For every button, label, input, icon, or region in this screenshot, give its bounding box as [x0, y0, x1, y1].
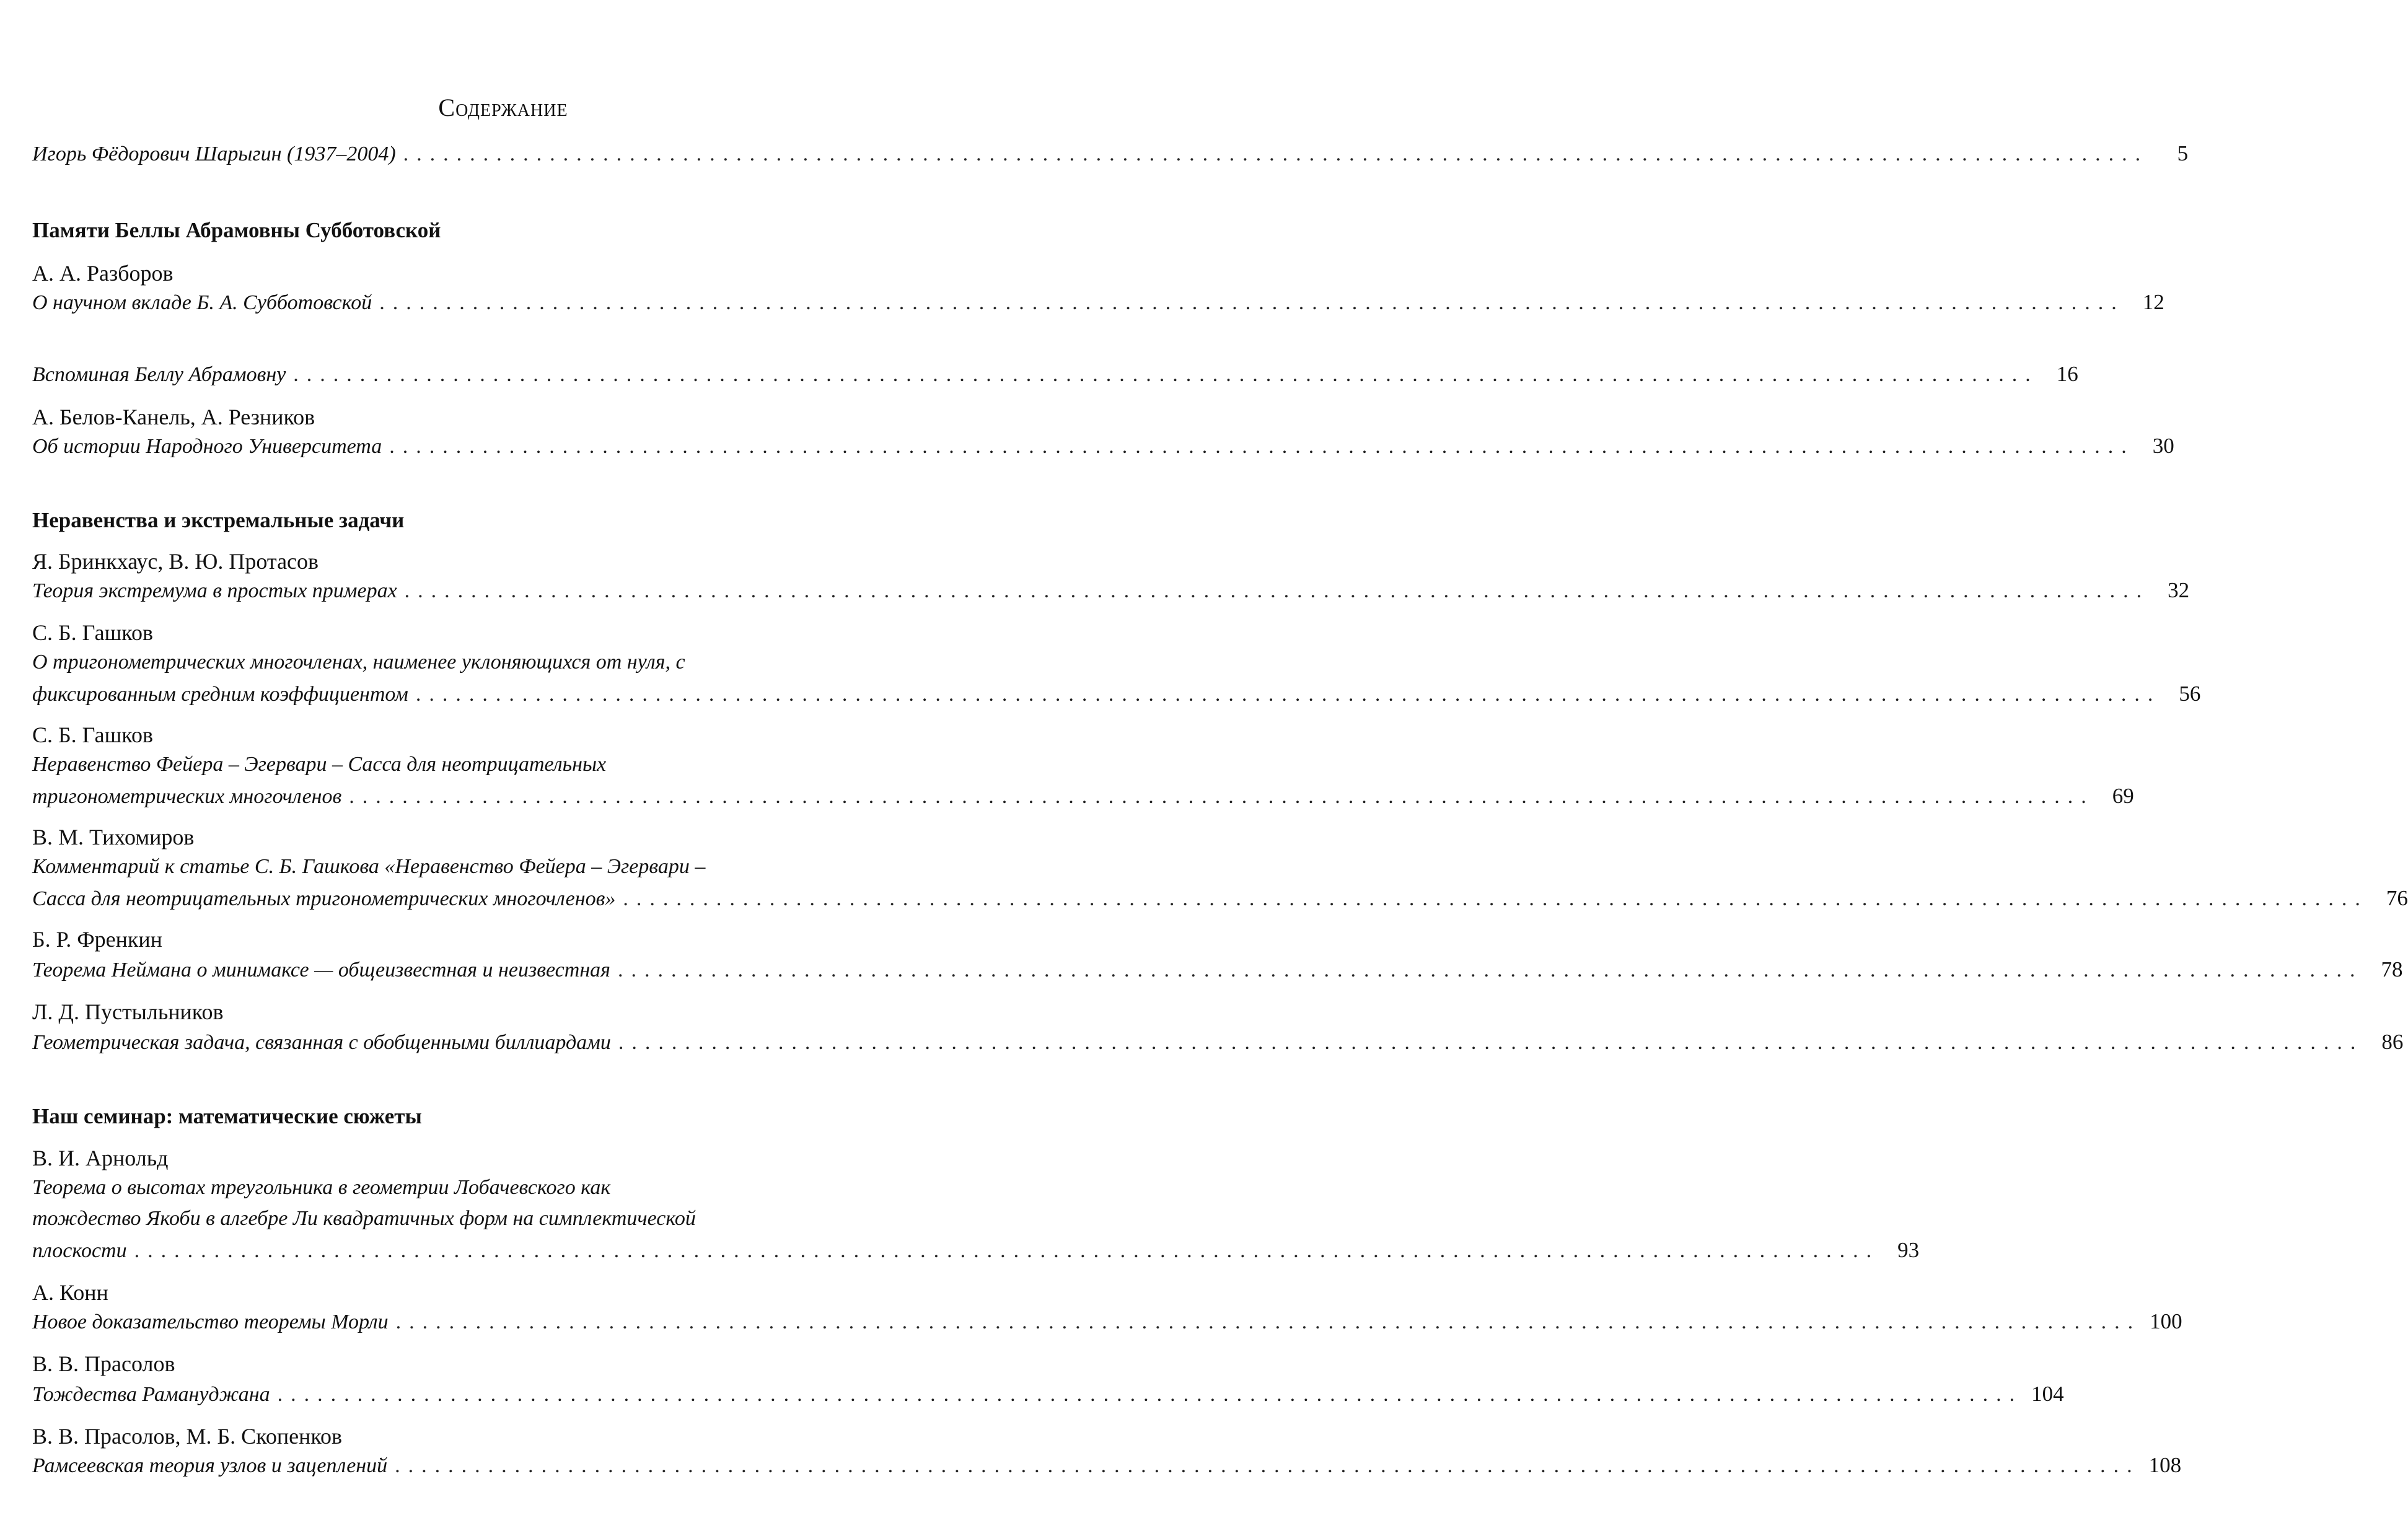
entry-title-line: тождество Якоби в алгебре Ли квадратичных форм на симплектической: [32, 1207, 696, 1230]
entry-title-line: Неравенство Фейера – Эгервари – Сасса для неотрицательных: [32, 753, 607, 776]
dot-leader: ...................................................................................................................................: [379, 291, 2125, 314]
page-number: 78: [2381, 957, 2403, 981]
toc-entry[interactable]: [32, 957, 2403, 982]
toc-entry-intro[interactable]: [32, 141, 2189, 166]
dot-leader: ...................................................................................................................................: [389, 435, 2135, 458]
section-title: Неравенства и экстремальные задачи: [32, 508, 405, 532]
entry-title: О научном вкладе Б. А. Субботовской: [32, 291, 372, 314]
toc-entry[interactable]: [32, 886, 2408, 911]
entry-title-line: О тригонометрических многочленах, наименее уклоняющихся от нуля, с: [32, 651, 685, 674]
entry-author: А. Белов-Канель, А. Резников: [32, 405, 315, 429]
page-number: 30: [2152, 434, 2174, 458]
contents-heading: Содержание: [438, 94, 568, 121]
page-number: 104: [2031, 1382, 2064, 1406]
toc-entry[interactable]: [32, 682, 2201, 706]
page-number: 12: [2142, 290, 2164, 314]
entry-title: тригонометрических многочленов: [32, 785, 342, 808]
dot-leader: ...................................................................................................................................: [277, 1383, 2023, 1406]
entry-author: В. И. Арнольд: [32, 1146, 169, 1170]
entry-title-line: Комментарий к статье С. Б. Гашкова «Неравенство Фейера – Эгервари –: [32, 855, 706, 878]
toc-entry[interactable]: [32, 362, 2078, 387]
entry-author: Я. Бринкхаус, В. Ю. Протасов: [32, 549, 319, 574]
entry-title: фиксированным средним коэффициентом: [32, 683, 408, 706]
dot-leader: ...................................................................................................................................: [395, 1310, 2142, 1333]
page-number: 93: [1897, 1238, 1920, 1262]
entry-author: С. Б. Гашков: [32, 722, 153, 747]
entry-title-line: Теорема о высотах треугольника в геометрии Лобачевского как: [32, 1176, 611, 1199]
dot-leader: ...................................................................................................................................: [404, 579, 2150, 602]
entry-title: Тождества Рамануджана: [32, 1383, 270, 1406]
toc-page: [32, 0, 2408, 1523]
entry-author: Л. Д. Пустыльников: [32, 999, 224, 1024]
toc-entry[interactable]: [32, 1238, 1920, 1263]
entry-author: А. А. Разборов: [32, 261, 174, 286]
toc-entry[interactable]: [32, 1382, 2064, 1407]
dot-leader: ...................................................................................................................................: [134, 1239, 1880, 1262]
toc-entry[interactable]: [32, 1453, 2182, 1478]
page-number: 32: [2168, 578, 2190, 602]
page-number: 86: [2381, 1030, 2404, 1054]
toc-entry[interactable]: [32, 578, 2190, 603]
page-number: 69: [2112, 784, 2134, 808]
toc-entry[interactable]: [32, 1309, 2182, 1334]
entry-title: Геометрическая задача, связанная с обобщенными биллиардами: [32, 1031, 611, 1054]
toc-entry[interactable]: [32, 434, 2174, 459]
page-number: 16: [2056, 362, 2078, 386]
entry-title: Теория экстремума в простых примерах: [32, 579, 397, 602]
entry-author: С. Б. Гашков: [32, 620, 153, 645]
page-number: 76: [2386, 886, 2408, 910]
page-number: 100: [2150, 1309, 2182, 1333]
section-title: Памяти Беллы Абрамовны Субботовской: [32, 218, 441, 242]
toc-entry[interactable]: [32, 784, 2134, 809]
entry-title: Рамсеевская теория узлов и зацеплений: [32, 1454, 388, 1477]
entry-title: плоскости: [32, 1239, 127, 1262]
section-title: Наш семинар: математические сюжеты: [32, 1104, 422, 1128]
entry-title: Новое доказательство теоремы Морли: [32, 1310, 389, 1333]
entry-title: Вспоминая Беллу Абрамовну: [32, 363, 286, 386]
dot-leader: ...................................................................................................................................: [618, 959, 2363, 981]
entry-title: Теорема Неймана о минимаксе — общеизвестная и неизвестная: [32, 959, 610, 981]
entry-author: В. М. Тихомиров: [32, 825, 195, 849]
entry-author: А. Конн: [32, 1280, 108, 1305]
dot-leader: ...................................................................................................................................: [395, 1454, 2140, 1477]
entry-author: Б. Р. Френкин: [32, 927, 162, 952]
dot-leader: ...................................................................................................................................: [618, 1031, 2364, 1054]
entry-author: В. В. Прасолов: [32, 1351, 175, 1376]
dot-leader: ...................................................................................................................................: [349, 785, 2094, 808]
page-number: 5: [2177, 141, 2189, 165]
entry-author: В. В. Прасолов, М. Б. Скопенков: [32, 1424, 342, 1449]
entry-title: Игорь Фёдорович Шарыгин (1937–2004): [32, 143, 396, 165]
dot-leader: ...................................................................................................................................: [415, 683, 2161, 706]
page-number: 56: [2179, 682, 2201, 706]
dot-leader: ...................................................................................................................................: [623, 887, 2368, 910]
page-number: 108: [2148, 1453, 2182, 1477]
entry-title: Сасса для неотрицательных тригонометрических многочленов»: [32, 887, 616, 910]
entry-title: Об истории Народного Университета: [32, 435, 382, 458]
dot-leader: ...................................................................................................................................: [403, 143, 2149, 165]
toc-entry[interactable]: [32, 1030, 2404, 1055]
dot-leader: ...................................................................................................................................: [293, 363, 2039, 386]
toc-entry[interactable]: [32, 290, 2164, 315]
